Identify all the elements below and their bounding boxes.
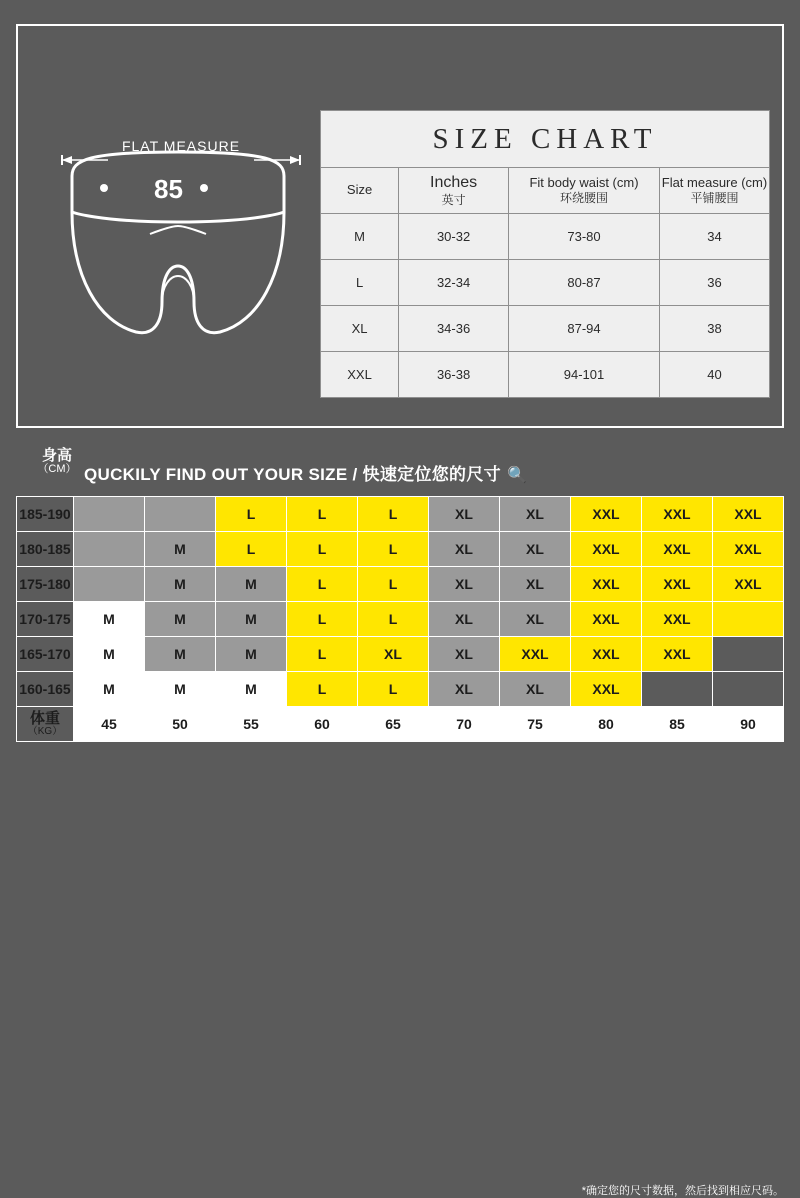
- grid-footer-row: [17, 707, 784, 742]
- table-row: [321, 306, 770, 352]
- weight-label-cn: 体重: [29, 709, 60, 727]
- header-flat-measure: Flat measure (cm) 平铺腰围: [659, 168, 769, 214]
- flat-measure-label: FLAT MEASURE: [121, 138, 241, 154]
- title-cn: 快速定位您的尺寸: [362, 465, 501, 484]
- grid-cell[interactable]: XXL: [571, 637, 642, 672]
- cell-flat: 40: [659, 352, 769, 398]
- grid-cell[interactable]: XL: [500, 602, 571, 637]
- grid-cell[interactable]: L: [216, 497, 287, 532]
- grid-row: [17, 672, 784, 707]
- grid-cell[interactable]: M: [216, 567, 287, 602]
- grid-cell[interactable]: XXL: [571, 497, 642, 532]
- height-axis-label: 身高 （CM）: [37, 447, 77, 475]
- grid-weight-cell[interactable]: 80: [571, 707, 642, 742]
- grid-cell[interactable]: XXL: [713, 532, 784, 567]
- grid-weight-cell[interactable]: 70: [429, 707, 500, 742]
- grid-weight-cell[interactable]: 85: [642, 707, 713, 742]
- table-row: [321, 352, 770, 398]
- grid-cell[interactable]: L: [287, 497, 358, 532]
- search-icon: 🔍: [506, 467, 528, 484]
- grid-row: [17, 567, 784, 602]
- grid-row-label: 170-175: [17, 602, 74, 637]
- size-chart-table: [320, 110, 770, 398]
- grid-cell[interactable]: XXL: [571, 532, 642, 567]
- grid-cell[interactable]: [642, 672, 713, 707]
- grid-row: [17, 532, 784, 567]
- grid-cell[interactable]: M: [145, 532, 216, 567]
- grid-cell[interactable]: XXL: [642, 637, 713, 672]
- grid-cell[interactable]: XL: [429, 637, 500, 672]
- grid-cell[interactable]: L: [358, 532, 429, 567]
- grid-row-label: 160-165: [17, 672, 74, 707]
- grid-cell[interactable]: M: [74, 637, 145, 672]
- table-row: [321, 260, 770, 306]
- grid-cell[interactable]: XXL: [713, 567, 784, 602]
- cell-flat: 36: [659, 260, 769, 306]
- cell-fit: 73-80: [509, 214, 660, 260]
- belt-number-text: 85: [154, 174, 183, 204]
- grid-cell[interactable]: M: [74, 672, 145, 707]
- cell-size: L: [321, 260, 399, 306]
- grid-cell[interactable]: M: [216, 637, 287, 672]
- title-sep: /: [347, 465, 363, 484]
- grid-cell[interactable]: L: [287, 532, 358, 567]
- grid-weight-cell[interactable]: 75: [500, 707, 571, 742]
- grid-cell[interactable]: M: [145, 567, 216, 602]
- grid-cell[interactable]: L: [216, 532, 287, 567]
- grid-cell[interactable]: [74, 532, 145, 567]
- cell-inches: 30-32: [399, 214, 509, 260]
- grid-weight-cell[interactable]: 45: [74, 707, 145, 742]
- cell-fit: 87-94: [509, 306, 660, 352]
- cell-fit: 94-101: [509, 352, 660, 398]
- grid-cell[interactable]: L: [358, 497, 429, 532]
- grid-cell[interactable]: [145, 497, 216, 532]
- grid-weight-cell[interactable]: 90: [713, 707, 784, 742]
- cell-inches: 34-36: [399, 306, 509, 352]
- cell-size: XXL: [321, 352, 399, 398]
- grid-cell[interactable]: XXL: [642, 497, 713, 532]
- grid-cell[interactable]: XL: [429, 672, 500, 707]
- grid-cell[interactable]: M: [74, 602, 145, 637]
- size-chart-table-wrapper: [320, 110, 770, 398]
- grid-cell[interactable]: M: [145, 637, 216, 672]
- size-chart-title-row: [321, 111, 770, 168]
- grid-cell[interactable]: [713, 637, 784, 672]
- grid-cell[interactable]: XXL: [571, 672, 642, 707]
- weight-label-unit: （KG）: [27, 725, 63, 737]
- grid-row-label: 180-185: [17, 532, 74, 567]
- size-finder-note: *确定您的尺寸数据，然后找到相应尺码。: [581, 1185, 784, 1197]
- grid-row-label: 165-170: [17, 637, 74, 672]
- grid-cell[interactable]: XL: [429, 497, 500, 532]
- grid-cell[interactable]: XL: [429, 532, 500, 567]
- size-chart-header-row: [321, 168, 770, 214]
- grid-row: [17, 602, 784, 637]
- header-inches: Inches 英寸: [399, 168, 509, 214]
- grid-cell[interactable]: XXL: [571, 567, 642, 602]
- grid-cell[interactable]: L: [287, 567, 358, 602]
- size-finder-title: [84, 460, 527, 485]
- grid-cell[interactable]: XXL: [500, 637, 571, 672]
- header-fit-body-waist: Fit body waist (cm) 环绕腰围: [509, 168, 660, 214]
- grid-cell[interactable]: XL: [429, 602, 500, 637]
- size-finder-header: [0, 446, 800, 496]
- grid-row: [17, 497, 784, 532]
- grid-cell[interactable]: M: [145, 602, 216, 637]
- title-en: QUCKILY FIND OUT YOUR SIZE: [84, 465, 348, 484]
- grid-cell[interactable]: L: [287, 672, 358, 707]
- cell-size: M: [321, 214, 399, 260]
- grid-cell[interactable]: M: [216, 602, 287, 637]
- grid-cell[interactable]: L: [358, 672, 429, 707]
- grid-cell[interactable]: M: [145, 672, 216, 707]
- grid-cell[interactable]: M: [216, 672, 287, 707]
- grid-cell[interactable]: [713, 602, 784, 637]
- grid-weight-cell[interactable]: 50: [145, 707, 216, 742]
- grid-cell[interactable]: XL: [500, 532, 571, 567]
- grid-cell[interactable]: XXL: [713, 497, 784, 532]
- weight-axis-label: [17, 707, 74, 742]
- underwear-illustration: [58, 126, 298, 366]
- grid-cell[interactable]: XXL: [642, 567, 713, 602]
- grid-cell[interactable]: L: [358, 567, 429, 602]
- grid-cell[interactable]: L: [287, 637, 358, 672]
- grid-cell[interactable]: [74, 567, 145, 602]
- grid-cell[interactable]: XL: [429, 567, 500, 602]
- grid-cell[interactable]: [74, 497, 145, 532]
- grid-cell[interactable]: XXL: [642, 532, 713, 567]
- grid-cell[interactable]: XL: [500, 497, 571, 532]
- header-size: Size: [321, 168, 399, 214]
- grid-cell[interactable]: XL: [500, 672, 571, 707]
- cell-size: XL: [321, 306, 399, 352]
- size-finder-grid: [16, 496, 784, 742]
- grid-cell[interactable]: XXL: [642, 602, 713, 637]
- grid-weight-cell[interactable]: 55: [216, 707, 287, 742]
- grid-row-label: 185-190: [17, 497, 74, 532]
- size-finder: [0, 446, 800, 1197]
- grid-cell[interactable]: XL: [500, 567, 571, 602]
- cell-inches: 36-38: [399, 352, 509, 398]
- grid-row-label: 175-180: [17, 567, 74, 602]
- cell-inches: 32-34: [399, 260, 509, 306]
- grid-weight-cell[interactable]: 60: [287, 707, 358, 742]
- top-panel: [16, 24, 784, 428]
- grid-cell[interactable]: XXL: [571, 602, 642, 637]
- table-row: [321, 214, 770, 260]
- cell-flat: 38: [659, 306, 769, 352]
- grid-cell[interactable]: L: [287, 602, 358, 637]
- grid-cell[interactable]: XL: [358, 637, 429, 672]
- grid-cell[interactable]: [713, 672, 784, 707]
- grid-row: [17, 637, 784, 672]
- grid-weight-cell[interactable]: 65: [358, 707, 429, 742]
- size-chart-title: SIZE CHART: [321, 111, 770, 168]
- grid-cell[interactable]: L: [358, 602, 429, 637]
- cell-fit: 80-87: [509, 260, 660, 306]
- cell-flat: 34: [659, 214, 769, 260]
